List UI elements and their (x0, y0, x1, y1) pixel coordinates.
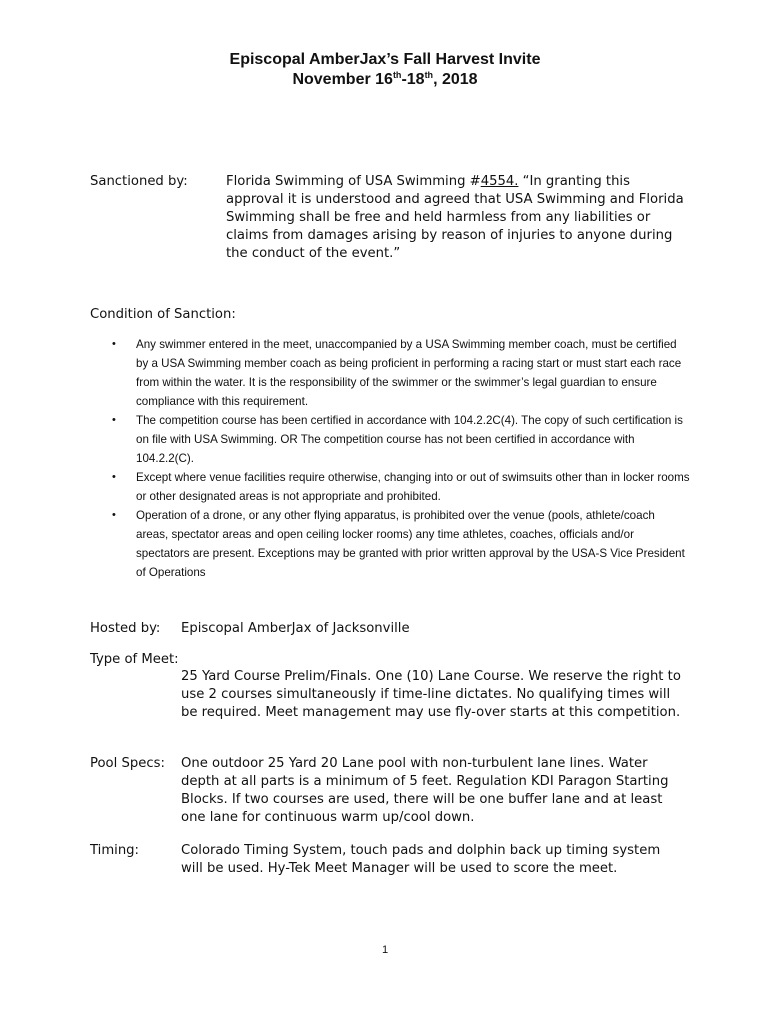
condition-item-text: Except where venue facilities require otherwise, changing into or out of swimsuits other than in locker rooms or other designated areas is not appropriate and prohibited. (136, 471, 690, 503)
title-date-end: -18 (401, 71, 425, 88)
sanctioned-text (226, 173, 686, 263)
type-of-meet-label: Type of Meet: (90, 652, 179, 667)
condition-list (110, 335, 690, 582)
sanction-text-quote: “In granting this approval it is understood and agreed that USA Swimming and Florida Swimming shall be free and held harmless from any liabilities or claims from damages arising by reason of injuries to anyone during the conduct of the event.” (226, 174, 684, 261)
sanctioned-label: Sanctioned by: (90, 174, 188, 189)
title-line-1: Episcopal AmberJax’s Fall Harvest Invite (229, 51, 541, 68)
sanction-text-start: Florida Swimming of USA Swimming # (226, 174, 481, 189)
title-year: , 2018 (433, 71, 478, 88)
title-line-2 (0, 70, 770, 90)
sanction-number: 4554. (480, 174, 519, 189)
title-ordinal-1: th (392, 70, 402, 80)
list-item (110, 335, 690, 411)
list-item (110, 411, 690, 468)
timing-text: Colorado Timing System, touch pads and dolphin back up timing system will be used. Hy-Tek Meet Manager will be used to score the meet. (181, 843, 661, 876)
bullet-icon: • (112, 338, 116, 350)
condition-label: Condition of Sanction: (90, 307, 236, 322)
condition-item-text: Operation of a drone, or any other flying apparatus, is prohibited over the venue (pools, athlete/coach areas, spectator areas and open ceiling locker rooms) any time athletes, coaches, officials and/or spectators are present. Exceptions may be granted with prior written approval by the USA-S Vice President of Operations (136, 509, 685, 579)
list-item (110, 468, 690, 506)
hosted-label: Hosted by: (90, 621, 161, 636)
page-number: 1 (381, 944, 389, 956)
bullet-icon: • (112, 471, 116, 483)
pool-specs-label: Pool Specs: (90, 756, 165, 771)
condition-item-text: The competition course has been certified in accordance with 104.2.2C(4). The copy of such certification is on file with USA Swimming. OR The competition course has not been certified in accordance with 104.2.2(C). (136, 414, 683, 465)
title-date-start: November 16 (292, 71, 393, 88)
bullet-icon: • (112, 414, 116, 426)
document-title (0, 50, 770, 90)
condition-item-text: Any swimmer entered in the meet, unaccompanied by a USA Swimming member coach, must be certified by a USA Swimming member coach as being proficient in performing a racing start or must start each race from within the water. It is the responsibility of the swimmer or the swimmer’s legal guardian to ensure compliance with this requirement. (136, 338, 682, 408)
list-item (110, 506, 690, 582)
title-ordinal-2: th (424, 70, 434, 80)
timing-label: Timing: (90, 843, 139, 858)
bullet-icon: • (112, 509, 116, 521)
hosted-text: Episcopal AmberJax of Jacksonville (181, 621, 410, 636)
type-of-meet-text: 25 Yard Course Prelim/Finals. One (10) Lane Course. We reserve the right to use 2 courses simultaneously if time-line dictates. No qualifying times will be required. Meet management may use fly-over starts at this competition. (181, 669, 681, 720)
pool-specs-text: One outdoor 25 Yard 20 Lane pool with non-turbulent lane lines. Water depth at all parts is a minimum of 5 feet. Regulation KDI Paragon Starting Blocks. If two courses are used, there will be one buffer lane and at least one lane for continuous warm up/cool down. (181, 756, 669, 825)
